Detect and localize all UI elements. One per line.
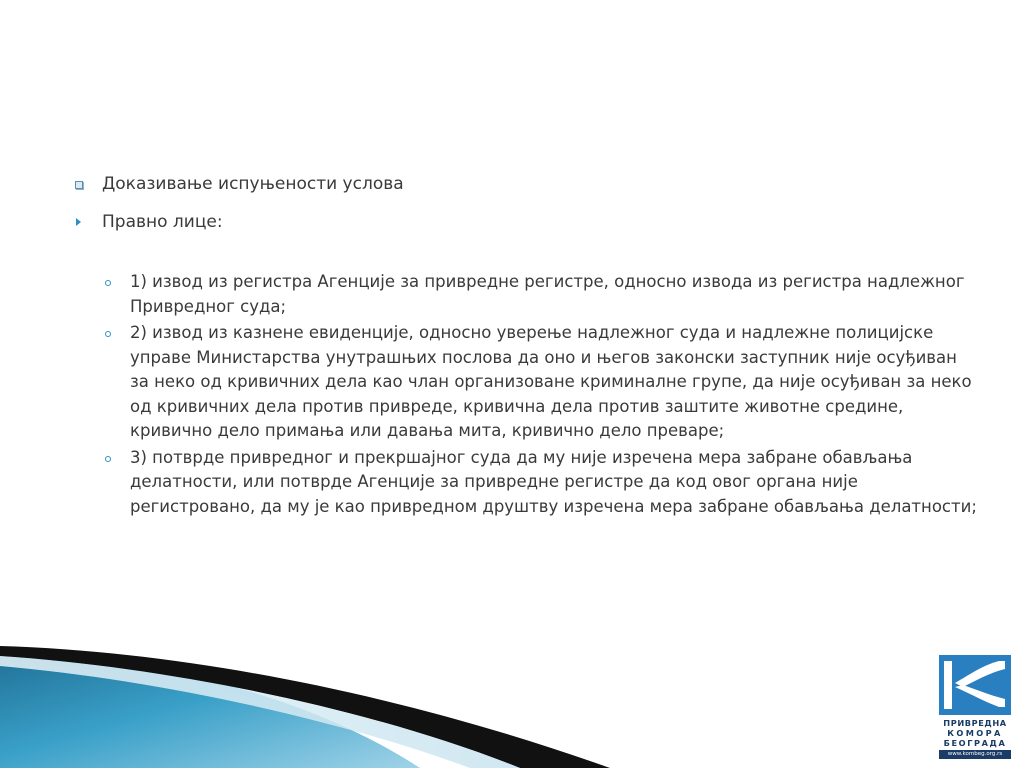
heading-bullet-text: Доказивање испуњености услова (102, 174, 404, 194)
logo-line-3: БЕОГРАДА (943, 738, 1007, 748)
logo-url[interactable]: www.kombeg.org.rs (939, 750, 1011, 759)
square-bullet-icon (74, 172, 102, 196)
chamber-logo-mark-icon (939, 655, 1011, 715)
logo-line-2: КОМОРА (947, 728, 1003, 738)
list-item (104, 321, 984, 444)
heading-bullet-row (74, 172, 404, 196)
circle-bullet-icon (104, 446, 130, 470)
requirements-list (104, 270, 984, 521)
triangle-bullet-icon (74, 210, 102, 234)
circle-bullet-icon (104, 321, 130, 345)
list-item (104, 446, 984, 520)
chamber-logo (937, 655, 1013, 763)
list-item-text: 2) извод из казнене евиденције, односно уверење надлежног суда и надлежне полицијске управе Министарства унутрашњих послова да оно и његов законски заступник није осуђиван за неко од кривичних дела као члан организоване криминалне групе, да није осуђиван за неко од кривичних дела против привреде, кривична дела против заштите животне средине, кривично дело примања или давања мита, кривично дело преваре; (130, 323, 972, 440)
list-item-text: 3) потврде привредног и прекршајног суда да му није изречена мера забране обављања делатности, или потврде Агенције за привредне регистре да код овог органа није регистровано, да му је као привредном друштву изречена мера забране обављања делатности; (130, 447, 977, 516)
list-item-text: 1) извод из регистра Агенције за привредне регистре, односно извода из регистра надлежног Привредног суда; (130, 272, 965, 316)
circle-bullet-icon (104, 270, 130, 294)
list-item (104, 270, 984, 319)
sub-heading-row (74, 210, 223, 234)
sub-heading-text: Правно лице: (102, 212, 223, 232)
logo-line-1: ПРИВРЕДНА (943, 718, 1007, 728)
